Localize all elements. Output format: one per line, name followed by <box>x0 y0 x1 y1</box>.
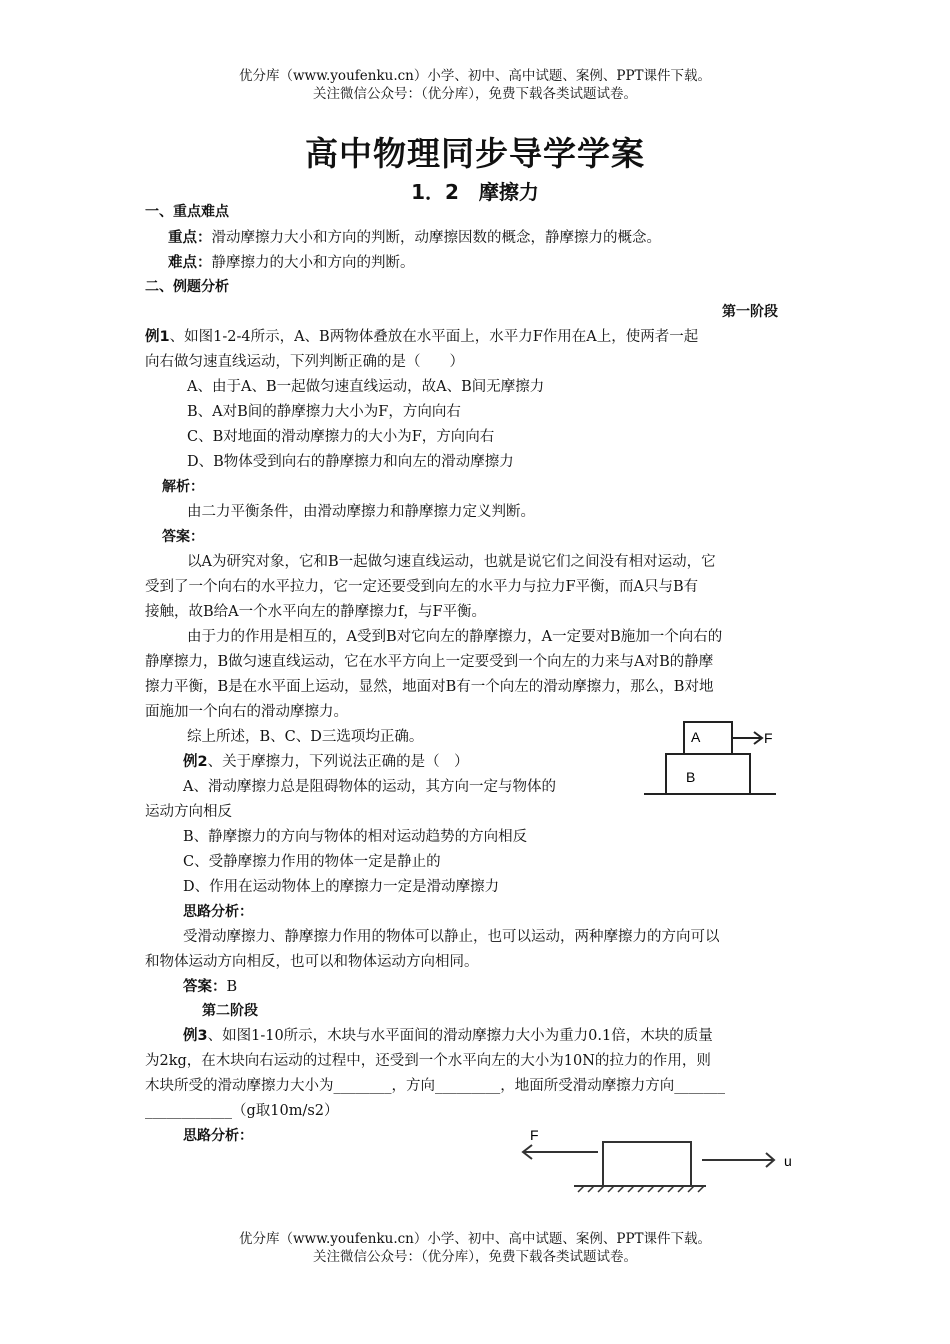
ex3-line-3: 木块所受的滑动摩擦力大小为________，方向_________，地面所受滑动摩擦力方向_______ <box>145 1078 725 1094</box>
ex3-label: 例3 <box>183 1028 208 1044</box>
footer-line-2: 关注微信公众号：（优分库），免费下载各类试题试卷。 <box>313 1249 637 1265</box>
ex1-question-line-1 <box>145 327 698 347</box>
ex1-answer-summary: 综上所述，B、C、D三选项均正确。 <box>187 729 424 745</box>
key-points <box>168 228 661 248</box>
ex2-analysis-line-1: 受滑动摩擦力、静摩擦力作用的物体可以静止，也可以运动，两种摩擦力的方向可以 <box>183 929 720 945</box>
ex3-line-2: 为2kg，在木块向右运动的过程中，还受到一个水平向左的大小为10N的拉力的作用，则 <box>145 1053 711 1069</box>
block-on-ground-figure <box>512 1122 802 1198</box>
ex2-option-b: B、静摩擦力的方向与物体的相对运动趋势的方向相反 <box>183 829 528 845</box>
ex1-answer-line-6: 擦力平衡，B是在水平面上运动，显然，地面对B有一个向左的滑动摩擦力，那么，B对地 <box>145 679 714 695</box>
block-a-label: A <box>691 729 701 745</box>
ex1-option-a: A、由于A、B一起做匀速直线运动，故A、B间无摩擦力 <box>187 379 545 395</box>
ex2-analysis-label: 思路分析： <box>183 904 253 920</box>
stage-1-heading: 第一阶段 <box>722 304 778 320</box>
ex1-answer-line-2: 受到了一个向右的水平拉力，它一定还要受到向左的水平力与拉力F平衡，而A只与B有 <box>145 579 699 595</box>
difficult-points <box>168 253 415 273</box>
ex2-option-c: C、受静摩擦力作用的物体一定是静止的 <box>183 854 441 870</box>
ex2-analysis-line-2: 和物体运动方向相反，也可以和物体运动方向相同。 <box>145 954 479 970</box>
ex2-option-a: A、滑动摩擦力总是阻碍物体的运动，其方向一定与物体的 <box>183 779 556 795</box>
header-line-2: 关注微信公众号：（优分库），免费下载各类试题试卷。 <box>313 86 637 102</box>
ex1-answer-line-4: 由于力的作用是相互的，A受到B对它向左的静摩擦力，A一定要对B施加一个向右的 <box>187 629 723 645</box>
header-line-1: 优分库（www.youfenku.cn）小学、初中、高中试题、案例、PPT课件下载。 <box>238 68 712 84</box>
ex1-analysis-label: 解析： <box>162 479 204 495</box>
stacked-blocks-figure <box>640 718 780 798</box>
ex1-option-d: D、B物体受到向右的静摩擦力和向左的滑动摩擦力 <box>187 454 514 470</box>
ex2-answer-value: B <box>226 979 238 995</box>
velocity-u-label: u <box>784 1153 792 1169</box>
ex3-line-1-text: 、如图1-10所示，木块与水平面间的滑动摩擦力大小为重力0.1倍，木块的质量 <box>207 1028 713 1044</box>
ex2-answer <box>183 977 237 997</box>
ex2-question-text: 、关于摩擦力，下列说法正确的是（ ） <box>207 754 469 770</box>
force-f-label: F <box>764 730 773 746</box>
ex1-answer-line-7: 面施加一个向右的滑动摩擦力。 <box>145 704 348 720</box>
force-f-label: F <box>530 1127 539 1143</box>
section1-heading: 一、重点难点 <box>145 204 229 220</box>
ex3-analysis-label: 思路分析： <box>183 1128 253 1144</box>
ex2-option-a-continued: 运动方向相反 <box>145 804 232 820</box>
ex1-analysis-text: 由二力平衡条件，由滑动摩擦力和静摩擦力定义判断。 <box>187 504 535 520</box>
ex1-question-line-2: 向右做匀速直线运动，下列判断正确的是（ ） <box>145 354 464 370</box>
difficult-label: 难点： <box>168 255 212 271</box>
ex1-answer-label: 答案： <box>162 529 204 545</box>
ex1-label: 例1 <box>145 329 170 345</box>
ex1-option-b: B、A对B间的静摩擦力大小为F，方向向右 <box>187 404 461 420</box>
ex2-option-d: D、作用在运动物体上的摩擦力一定是滑动摩擦力 <box>183 879 500 895</box>
key-text: 滑动摩擦力大小和方向的判断，动摩擦因数的概念，静摩擦力的概念。 <box>211 230 661 246</box>
footer-line-1: 优分库（www.youfenku.cn）小学、初中、高中试题、案例、PPT课件下载。 <box>238 1231 712 1247</box>
ex2-label: 例2 <box>183 754 208 770</box>
wooden-block <box>603 1142 691 1186</box>
block-b <box>666 754 750 794</box>
stage-2-heading: 第二阶段 <box>202 1003 258 1019</box>
section2-heading: 二、例题分析 <box>145 279 229 295</box>
ex3-line-4: ____________（g取10m/s2） <box>145 1103 339 1119</box>
ex1-answer-line-1: 以A为研究对象，它和B一起做匀速直线运动，也就是说它们之间没有相对运动，它 <box>187 554 716 570</box>
ex1-option-c: C、B对地面的滑动摩擦力的大小为F，方向向右 <box>187 429 495 445</box>
block-b-label: B <box>686 769 696 785</box>
difficult-text: 静摩擦力的大小和方向的判断。 <box>211 255 415 271</box>
ex1-question-text: 、如图1-2-4所示，A、B两物体叠放在水平面上，水平力F作用在A上，使两者一起 <box>169 329 699 345</box>
ex3-line-1 <box>183 1026 713 1046</box>
page-subtitle: 1．2 摩擦力 <box>411 180 539 204</box>
ex2-question <box>183 752 469 772</box>
key-label: 重点： <box>168 230 212 246</box>
ex2-answer-label: 答案： <box>183 979 227 995</box>
ex1-answer-line-3: 接触，故B给A一个水平向左的静摩擦力f，与F平衡。 <box>145 604 487 620</box>
ex1-answer-line-5: 静摩擦力，B做匀速直线运动，它在水平方向上一定要受到一个向左的力来与A对B的静摩 <box>145 654 714 670</box>
page-title: 高中物理同步导学学案 <box>305 134 645 173</box>
